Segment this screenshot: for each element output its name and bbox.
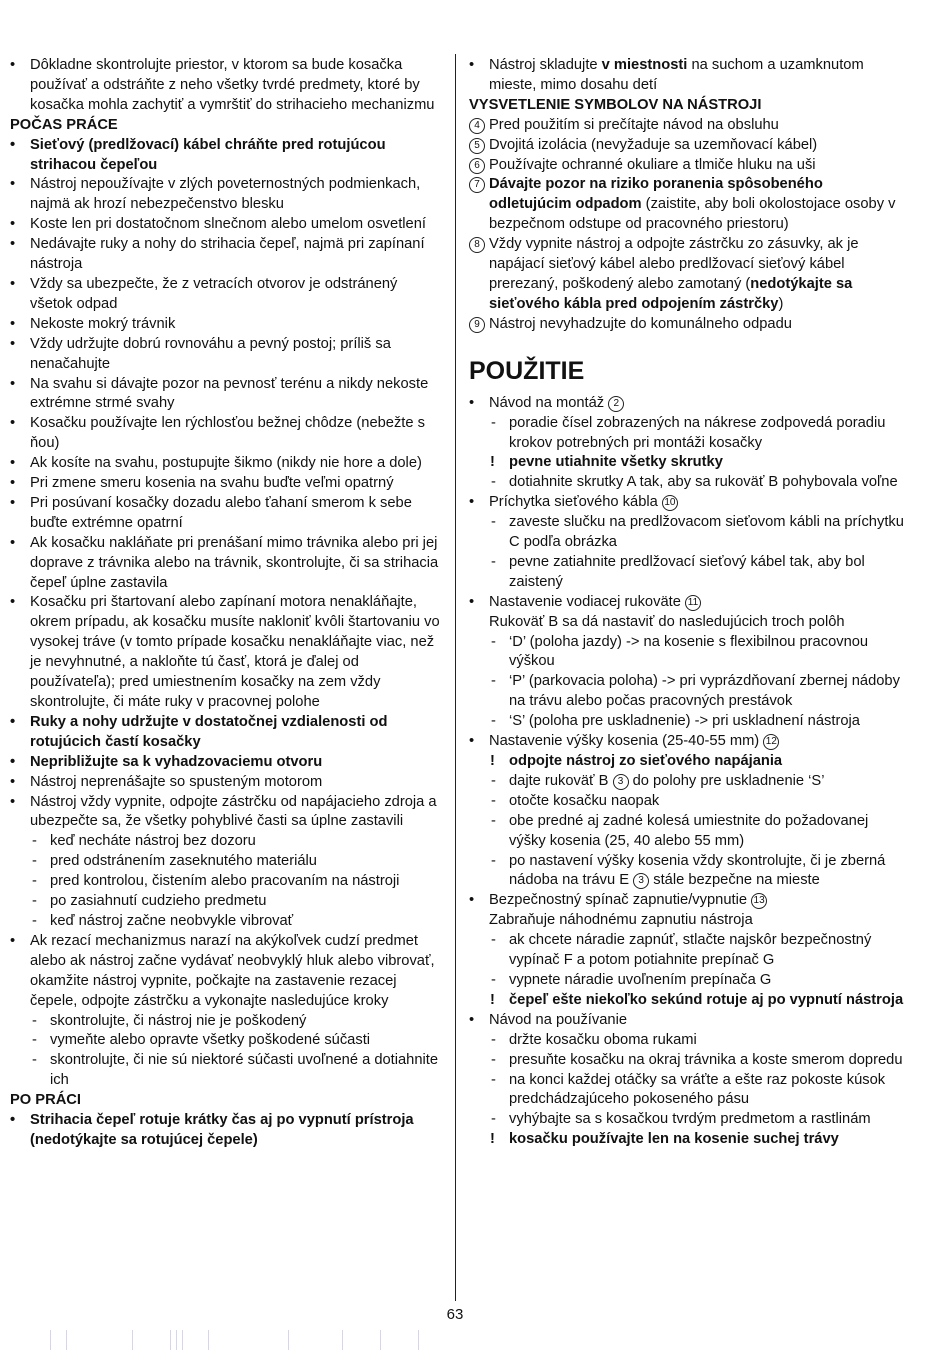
bullet-item: • Vždy udržujte dobrú rovnováhu a pevný postoj; príliš sa nenačahujte xyxy=(10,335,442,375)
bullet-item: • Bezpečnostný spínač zapnutie/vypnutie 13 xyxy=(469,891,909,911)
dash-item: - po zasiahnutí cudzieho predmetu xyxy=(10,892,442,912)
symbol-item xyxy=(469,156,909,176)
symbols-list xyxy=(469,116,909,335)
bullet-item: • Pri zmene smeru kosenia na svahu buďte veľmi opatrný xyxy=(10,474,442,494)
symbol-text: nedotýkajte sa sieťového kábla pred odpojením zástrčky xyxy=(489,275,853,312)
bullet-item: • Ak kosačku nakláňate pri prenášaní mimo trávnika alebo pri jej doprave z trávnika alebo na trávnik, skontrolujte, či sa strihacia čepeľ úplne zastavila xyxy=(10,534,442,594)
symbol-item xyxy=(469,116,909,136)
storage-instruction xyxy=(469,56,909,96)
dash-item: - presuňte kosačku na okraj trávnika a koste smerom dopredu xyxy=(469,1051,909,1071)
dash-item: - pred kontrolou, čistením alebo pracovaním na nástroji xyxy=(10,872,442,892)
circled-number-5: 5 xyxy=(469,138,485,154)
bullet-item: • Nastavenie vodiacej rukoväte 11 xyxy=(469,593,909,613)
bullet-item: • Kosačku pri štartovaní alebo zapínaní motora nenakláňajte, okrem prípadu, ak kosačku musíte nakloniť kvôli štartovaniu vo vysokej tráve (v tomto prípade kosačku nenakláňajte viac, než je nevyhnutné, a nakloňte tú časť, ktorá je ďalej od používateľa); pred umiestnením kosačky na zem vždy skontrolujte, či máte ruky v pracovnej polohe xyxy=(10,593,442,712)
dash-item: - ‘P’ (parkovacia poloha) -> pri vyprázdňovaní zbernej nádoby na trávu alebo počas pracovných prestávok xyxy=(469,672,909,712)
bullet-item: • Dôkladne skontrolujte priestor, v ktorom sa bude kosačka používať a odstráňte z neho všetky tvrdé predmety, ktoré by kosačka mohla zachytiť a vymrštiť do strihacieho mechanizmu xyxy=(10,56,442,116)
dash-item: - vyhýbajte sa s kosačkou tvrdým predmetom a rastlinám xyxy=(469,1110,909,1130)
page-number: 63 xyxy=(446,1306,464,1323)
symbols-heading: VYSVETLENIE SYMBOLOV NA NÁSTROJI xyxy=(469,96,762,113)
symbol-text: Používajte ochranné okuliare a tlmiče hluku na uši xyxy=(489,156,816,173)
circled-number-4: 4 xyxy=(469,118,485,134)
warning-item: ! kosačku používajte len na kosenie suchej trávy xyxy=(469,1130,909,1150)
bullet-item: • Nastavenie výšky kosenia (25-40-55 mm) 12 xyxy=(469,732,909,752)
bullet-item: • Strihacia čepeľ rotuje krátky čas aj po vypnutí prístroja (nedotýkajte sa rotujúcej čepele) xyxy=(10,1111,442,1151)
dash-item: - poradie čísel zobrazených na nákrese zodpovedá poradiu krokov potrebných pri montáži kosačky xyxy=(469,414,909,454)
bullet-item: • Vždy sa ubezpečte, že z vetracích otvorov je odstránený všetok odpad xyxy=(10,275,442,315)
text-line: Zabraňuje náhodnému zapnutiu nástroja xyxy=(489,912,753,929)
circled-number-12: 12 xyxy=(763,734,779,750)
section-title: POUŽITIE xyxy=(469,356,585,385)
bullet-item: • Nepribližujte sa k vyhadzovaciemu otvoru xyxy=(10,753,442,773)
symbol-item xyxy=(469,175,909,235)
circled-number-9: 9 xyxy=(469,317,485,333)
dash-item: - držte kosačku oboma rukami xyxy=(469,1031,909,1051)
dash-item: - ‘S’ (poloha pre uskladnenie) -> pri uskladnení nástroja xyxy=(469,712,909,732)
symbol-text: Dvojitá izolácia (nevyžaduje sa uzemňovací kábel) xyxy=(489,136,818,153)
bullet-item: • Na svahu si dávajte pozor na pevnosť terénu a nikdy nekoste extrémne strmé svahy xyxy=(10,375,442,415)
circled-number-7: 7 xyxy=(469,177,485,193)
bullet-item: • Nedávajte ruky a nohy do strihacia čepeľ, najmä pri zapínaní nástroja xyxy=(10,235,442,275)
dash-item: - pevne zatiahnite predlžovací sieťový kábel tak, aby bol zaistený xyxy=(469,553,909,593)
bullet-item: • Príchytka sieťového kábla 10 xyxy=(469,493,909,513)
bullet-item: • Ak kosíte na svahu, postupujte šikmo (nikdy nie hore a dole) xyxy=(10,454,442,474)
dash-item: - dotiahnite skrutky A tak, aby sa rukoväť B pohybovala voľne xyxy=(469,473,909,493)
dash-item: - zaveste slučku na predlžovacom sieťovom kábli na príchytku C podľa obrázka xyxy=(469,513,909,553)
circled-number-2: 2 xyxy=(608,396,624,412)
dash-item: - po nastavení výšky kosenia vždy skontrolujte, či je zberná nádoba na trávu E 3 stále bezpečne na mieste xyxy=(469,852,909,892)
symbol-text: Vždy vypnite nástroj a odpojte zástrčku zo zásuvky, ak je napájací sieťový kábel alebo predlžovací sieťový kábel prerezaný, poškodený alebo zamotaný ( xyxy=(489,236,859,292)
dash-item: - ‘D’ (poloha jazdy) -> na kosenie s flexibilnou pracovnou výškou xyxy=(469,633,909,673)
bullet-item: • Ruky a nohy udržujte v dostatočnej vzdialenosti od rotujúcich častí kosačky xyxy=(10,713,442,753)
circled-number-13: 13 xyxy=(751,893,767,909)
section-heading: POČAS PRÁCE xyxy=(10,116,118,133)
bullet-item: • Sieťový (predlžovací) kábel chráňte pred rotujúcou strihacou čepeľou xyxy=(10,136,442,176)
bullet-item: • Kosačku používajte len rýchlosťou bežnej chôdze (nebežte s ňou) xyxy=(10,414,442,454)
bullet-item: • Pri posúvaní kosačky dozadu alebo ťahaní smerom k sebe buďte extrémne opatrní xyxy=(10,494,442,534)
symbol-text: ) xyxy=(778,295,784,312)
circled-number-8: 8 xyxy=(469,237,485,253)
dash-item: - vymeňte alebo opravte všetky poškodené súčasti xyxy=(10,1031,442,1051)
left-column xyxy=(10,56,442,1151)
warning-item: ! odpojte nástroj zo sieťového napájania xyxy=(469,752,909,772)
bullet-item: • Nástroj neprenášajte so spusteným motorom xyxy=(10,773,442,793)
dash-item: - otočte kosačku naopak xyxy=(469,792,909,812)
right-column xyxy=(469,56,909,1150)
circled-number-3: 3 xyxy=(633,873,649,889)
text-line: Rukoväť B sa dá nastaviť do nasledujúcich troch polôh xyxy=(489,613,845,630)
dash-item: - skontrolujte, či nie sú niektoré súčasti uvoľnené a dotiahnite ich xyxy=(10,1051,442,1091)
dash-item: - keď nástroj začne neobvykle vibrovať xyxy=(10,912,442,932)
dash-item: - na konci každej otáčky sa vráťte a ešte raz pokoste kúsok predchádzajúceho pokoseného pásu xyxy=(469,1071,909,1111)
dash-item: - keď necháte nástroj bez dozoru xyxy=(10,832,442,852)
bullet-item: • Ak rezací mechanizmus narazí na akýkoľvek cudzí predmet alebo ak nástroj začne vydávať neobvyklý hluk alebo vibrovať, okamžite nástroj vypnite, počkajte na zastavenie rezacej čepele, odpojte zástrčku a vykonajte nasledujúce kroky xyxy=(10,932,442,1012)
symbol-text: Pred použitím si prečítajte návod na obsluhu xyxy=(489,116,779,133)
warning-item: ! čepeľ ešte niekoľko sekúnd rotuje aj po vypnutí nástroja xyxy=(469,991,909,1011)
symbol-item xyxy=(469,136,909,156)
dash-item: - pred odstránením zaseknutého materiálu xyxy=(10,852,442,872)
storage-text-end: na suchom a uzamknutom mieste, mimo dosahu detí xyxy=(489,57,864,93)
bullet-item: • Nástroj vždy vypnite, odpojte zástrčku od napájacieho zdroja a ubezpečte sa, že všetky pohyblivé časti sa úplne zastavili xyxy=(10,793,442,833)
storage-text-bold: v miestnosti xyxy=(601,57,688,73)
warning-item: ! pevne utiahnite všetky skrutky xyxy=(469,453,909,473)
symbol-text: (zaistite, aby boli okolostojace osoby v bezpečnom odstupe od pracovného priestoru) xyxy=(489,196,896,233)
dash-item: - dajte rukoväť B 3 do polohy pre uskladnenie ‘S’ xyxy=(469,772,909,792)
circled-number-3: 3 xyxy=(613,774,629,790)
symbol-text: Nástroj nevyhadzujte do komunálneho odpadu xyxy=(489,315,792,332)
usage-list xyxy=(469,394,909,1150)
bullet-item: • Návod na používanie xyxy=(469,1011,909,1031)
circled-number-10: 10 xyxy=(662,495,678,511)
section-heading: PO PRÁCI xyxy=(10,1092,81,1109)
symbol-text: Dávajte pozor na riziko poranenia spôsobeného odletujúcim odpadom xyxy=(489,176,823,213)
dash-item: - vypnete náradie uvoľnením prepínača G xyxy=(469,971,909,991)
dash-item: - skontrolujte, či nástroj nie je poškodený xyxy=(10,1012,442,1032)
bullet-item: • Koste len pri dostatočnom slnečnom alebo umelom osvetlení xyxy=(10,215,442,235)
storage-text: Nástroj skladujte xyxy=(489,57,602,73)
dash-item: - obe predné aj zadné kolesá umiestnite do požadovanej výšky kosenia (25, 40 alebo 55 mm) xyxy=(469,812,909,852)
circled-number-6: 6 xyxy=(469,158,485,174)
dash-item: - ak chcete náradie zapnúť, stlačte najskôr bezpečnostný vypínač F a potom potiahnite prepínač G xyxy=(469,931,909,971)
symbol-item xyxy=(469,315,909,335)
bullet-item: • Návod na montáž 2 xyxy=(469,394,909,414)
circled-number-11: 11 xyxy=(685,595,701,611)
bullet-item: • Nástroj nepoužívajte v zlých poveternostných podmienkach, najmä ak hrozí nebezpečenstvo blesku xyxy=(10,175,442,215)
symbol-item xyxy=(469,235,909,315)
column-divider xyxy=(455,54,456,1301)
bullet-item: • Nekoste mokrý trávnik xyxy=(10,315,442,335)
